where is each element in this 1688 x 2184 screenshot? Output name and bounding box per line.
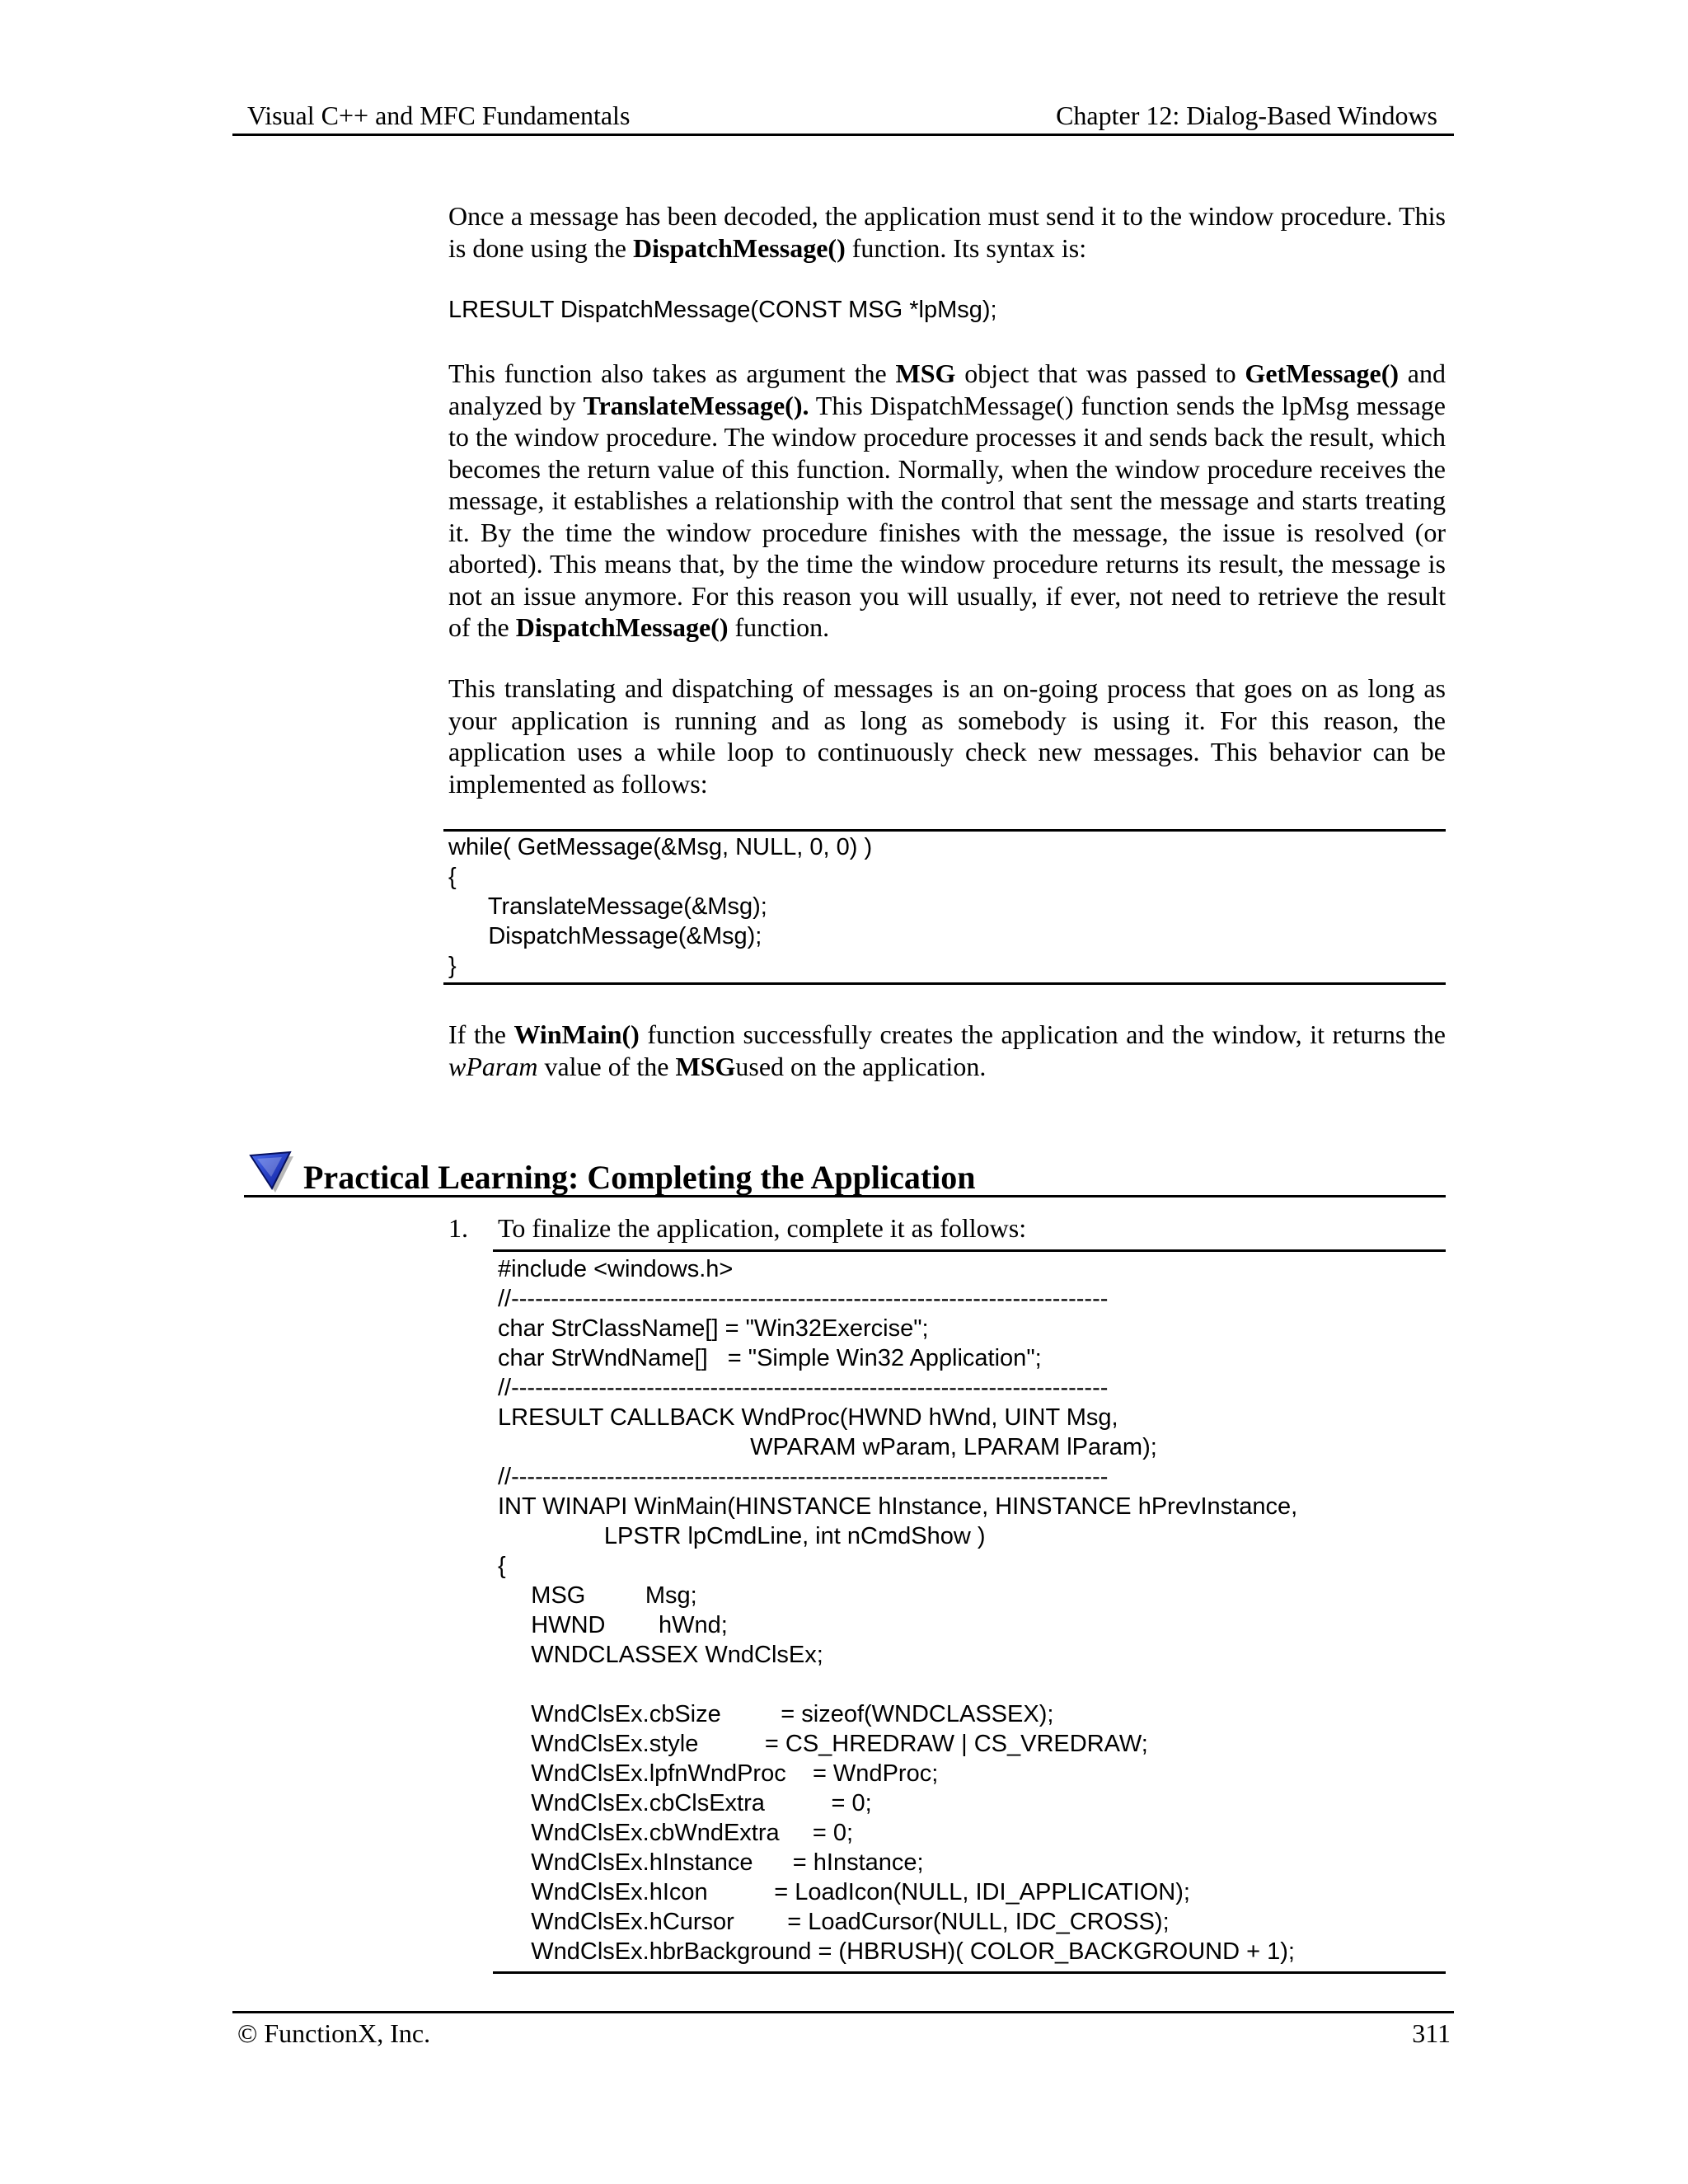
main-code-bottom-rule xyxy=(493,1971,1446,1974)
function-name: TranslateMessage(). xyxy=(583,390,809,420)
text-run: This DispatchMessage() function sends the lpMsg message to the window procedure. The window procedure processes it and sends back the result, which becomes the return value of this function. Normally, when the window procedure receives the message, it establishes a relationship with the control that sent the message and starts treating it. By the time the window procedure finishes with the message, the issue is resolved (or aborted). This means that, by the time the window procedure returns its result, the message is not an issue anymore. For this reason you will usually, if ever, not need to retrieve the result of the xyxy=(448,390,1447,642)
main-code-top-rule xyxy=(493,1249,1446,1252)
text-run: This function also takes as argument the xyxy=(448,359,896,388)
function-name: GetMessage() xyxy=(1245,359,1399,388)
section-title: Practical Learning: Completing the Application xyxy=(303,1159,976,1196)
type-name: MSG xyxy=(895,359,956,388)
triangle-down-icon xyxy=(249,1151,295,1193)
text-run: function. xyxy=(728,612,830,642)
function-name: DispatchMessage() xyxy=(515,612,729,642)
function-name: DispatchMessage() xyxy=(632,232,846,263)
text-run: function successfully creates the application and the window, it returns the xyxy=(639,1019,1447,1049)
step-instruction: To finalize the application, complete it as follows: xyxy=(498,1213,1027,1243)
text-run: Once a message has been decoded, the application must send it to the window procedure. This is done using the xyxy=(448,201,1446,263)
code-block-bottom-rule xyxy=(443,982,1446,985)
text-run: used on the application. xyxy=(735,1051,987,1081)
syntax-code: LRESULT DispatchMessage(CONST MSG *lpMsg); xyxy=(448,297,997,323)
paragraph-winmain-return xyxy=(448,1019,1446,1082)
paragraph-dispatch-intro xyxy=(448,200,1446,264)
text-run: and analyzed by xyxy=(448,359,1447,420)
footer-rule xyxy=(232,2011,1454,2013)
text-run: value of the xyxy=(537,1051,676,1081)
type-name: MSG xyxy=(675,1051,736,1081)
function-name: WinMain() xyxy=(513,1019,640,1049)
parameter-name: wParam xyxy=(448,1051,538,1081)
code-block-top-rule xyxy=(443,829,1446,832)
text-run: object that was passed to xyxy=(955,359,1245,388)
message-loop-code: while( GetMessage(&Msg, NULL, 0, 0) ) { TranslateMessage(&Msg); DispatchMessage(&Msg); } xyxy=(448,834,873,979)
paragraph-dispatch-explanation xyxy=(448,358,1446,644)
text-run: If the xyxy=(448,1019,514,1049)
step-number: 1. xyxy=(448,1213,468,1243)
running-header xyxy=(232,97,1454,136)
header-book-title: Visual C++ and MFC Fundamentals xyxy=(247,101,631,130)
section-title-rule xyxy=(244,1195,1446,1197)
page-number: 311 xyxy=(1412,2018,1451,2048)
header-chapter-title: Chapter 12: Dialog-Based Windows xyxy=(1056,101,1437,130)
paragraph-message-loop: This translating and dispatching of messages is an on-going process that goes on as long as your application is running and as long as somebody is using it. For this reason, the application uses a while loop to continuously check new messages. This behavior can be implemented as follows: xyxy=(448,673,1446,799)
text-run: function. Its syntax is: xyxy=(845,232,1087,263)
footer-copyright: © FunctionX, Inc. xyxy=(237,2018,431,2048)
winmain-code: #include <windows.h> //--------------------------------------------------------------------------- char StrClassName[] = "Win32Exercise"; char StrWndName[] = "Simple Win32 Application"; //--------------------------------------------------------------------------- LRESULT CALLBACK WndProc(HWND hWnd, UINT Msg, WPARAM wParam, LPARAM lParam); //--------------------------------------------------------------------------- INT WINAPI WinMain(HINSTANCE hInstance, HINSTANCE hPrevInstance, LPSTR lpCmdLine, int nCmdShow ) { MSG Msg; HWND hWnd; WNDCLASSEX WndClsEx; WndClsEx.cbSize = sizeof(WNDCLASSEX); WndClsEx.style = CS_HREDRAW | CS_VREDRAW; WndClsEx.lpfnWndProc = WndProc; WndClsEx.cbClsExtra = 0; WndClsEx.cbWndExtra = 0; WndClsEx.hInstance = hInstance; WndClsEx.hIcon = LoadIcon(NULL, IDI_APPLICATION); WndClsEx.hCursor = LoadCursor(NULL, IDC_CROSS); WndClsEx.hbrBackground = (HBRUSH)( COLOR_BACKGROUND + 1); xyxy=(498,1256,1298,1965)
